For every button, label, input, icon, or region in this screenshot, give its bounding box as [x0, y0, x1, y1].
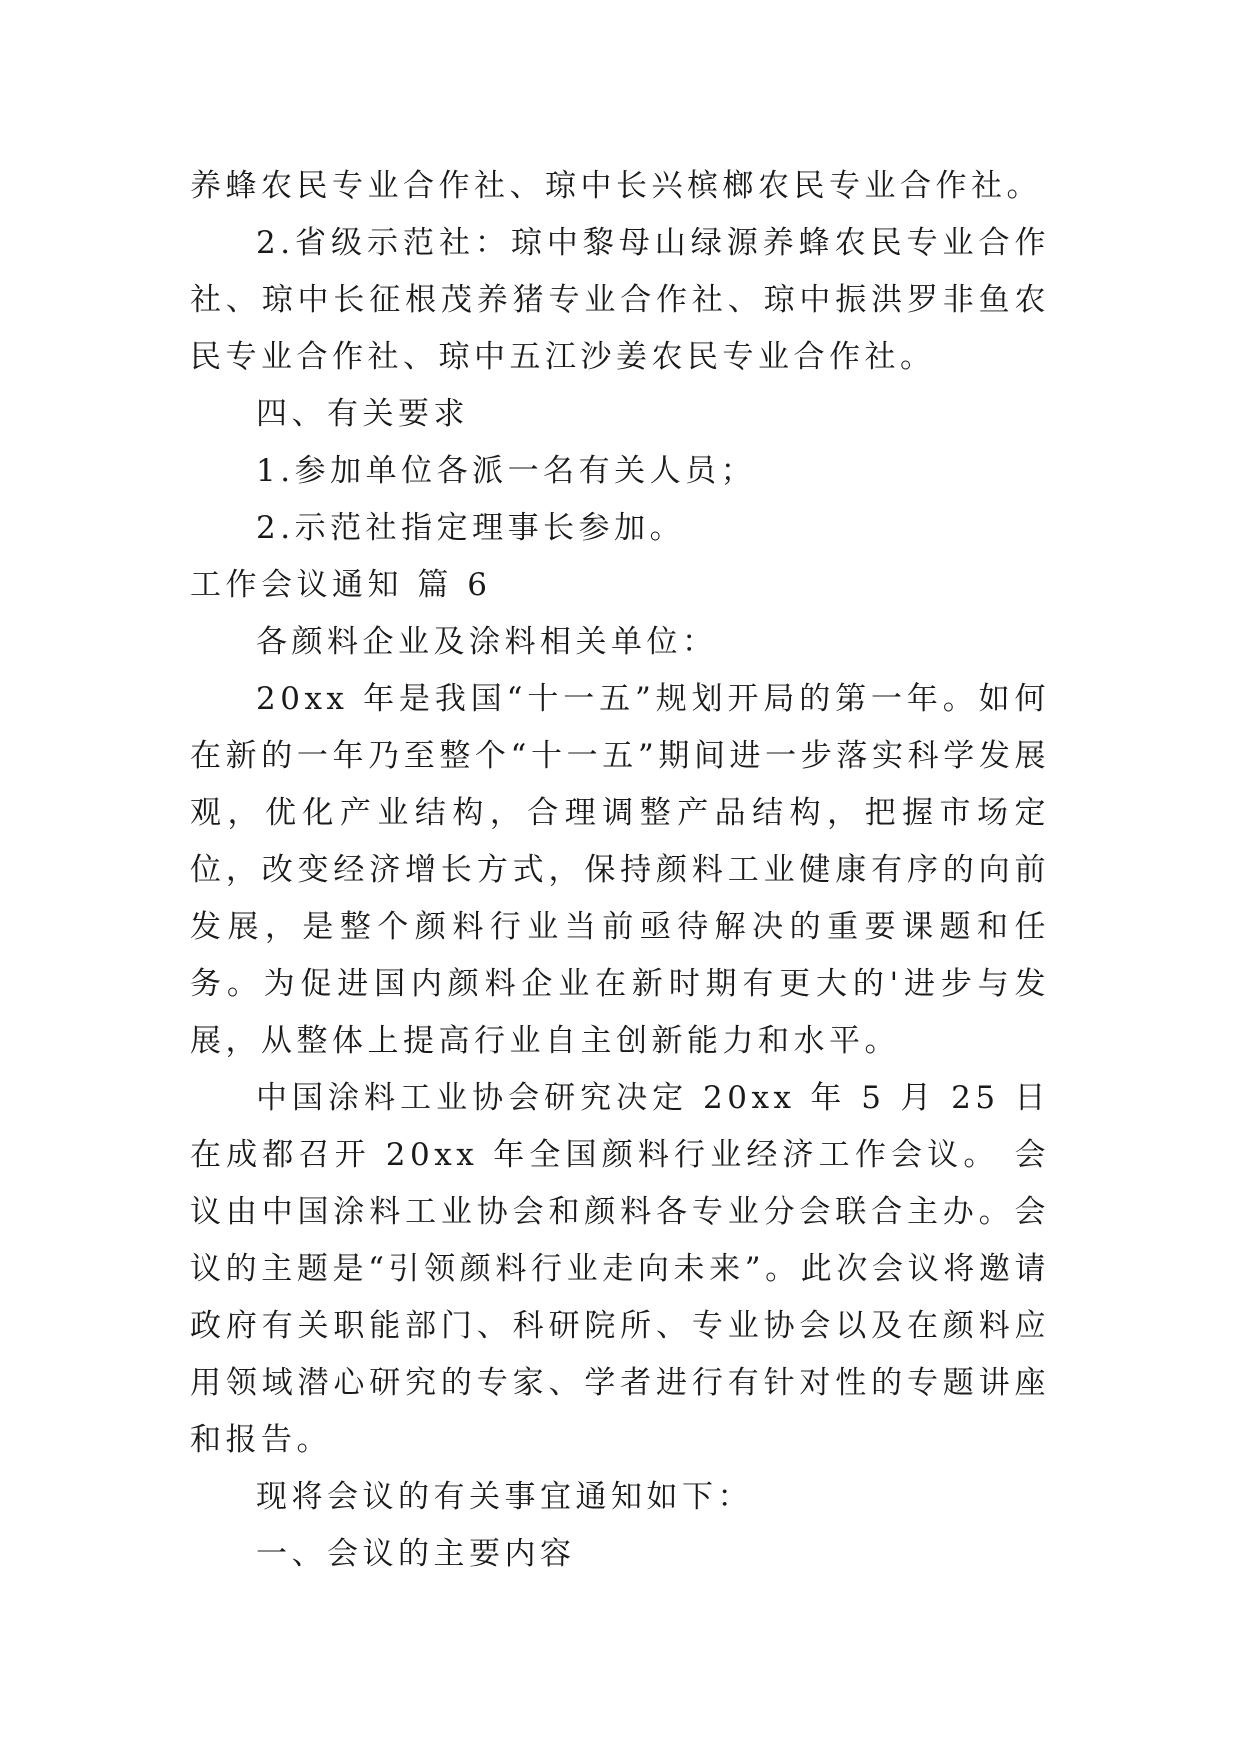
article-title: 工作会议通知 篇 6 — [190, 567, 492, 603]
paragraph-notice-intro: 现将会议的有关事宜通知如下： — [256, 1479, 753, 1515]
paragraph-background: 20xx 年是我国“十一五”规划开局的第一年。如何在新的一年乃至整个“十一五”期间进一步落实科学发展观，优化产业结构，合理调整产品结构，把握市场定位，改变经济增长方式，保持颜料工业健康有序的向前发展，是整个颜料行业当前亟待解决的重要课题和任务。为促进国内颜料企业在新时期有更大的'进步与发展，从整体上提高行业自主创新能力和水平。 — [190, 681, 1050, 1059]
paragraph-meeting-decision: 中国涂料工业协会研究决定 20xx 年 5 月 25 日在成都召开 20xx 年全国颜料行业经济工作会议。 会议由中国涂料工业协会和颜料各专业分会联合主办。会议的主题是“引领颜料行业走向未来”。此次会议将邀请政府有关职能部门、科研院所、专业协会以及在颜料应用领域潜心研究的专家、学者进行有针对性的专题讲座和报告。 — [190, 1080, 1050, 1458]
section-heading-main-content: 一、会议的主要内容 — [256, 1536, 576, 1572]
requirement-item-2: 2.示范社指定理事长参加。 — [256, 510, 686, 546]
requirement-item-1: 1.参加单位各派一名有关人员； — [256, 453, 757, 489]
paragraph-provincial-demo: 2.省级示范社：琼中黎母山绿源养蜂农民专业合作社、琼中长征根茂养猪专业合作社、琼中振洪罗非鱼农民专业合作社、琼中五江沙姜农民专业合作社。 — [190, 225, 1050, 375]
section-heading-requirements: 四、有关要求 — [256, 396, 469, 432]
paragraph-continuation: 养蜂农民专业合作社、琼中长兴槟榔农民专业合作社。 — [190, 168, 1042, 204]
document-body — [190, 158, 1050, 1583]
salutation: 各颜料企业及涂料相关单位： — [256, 624, 718, 660]
